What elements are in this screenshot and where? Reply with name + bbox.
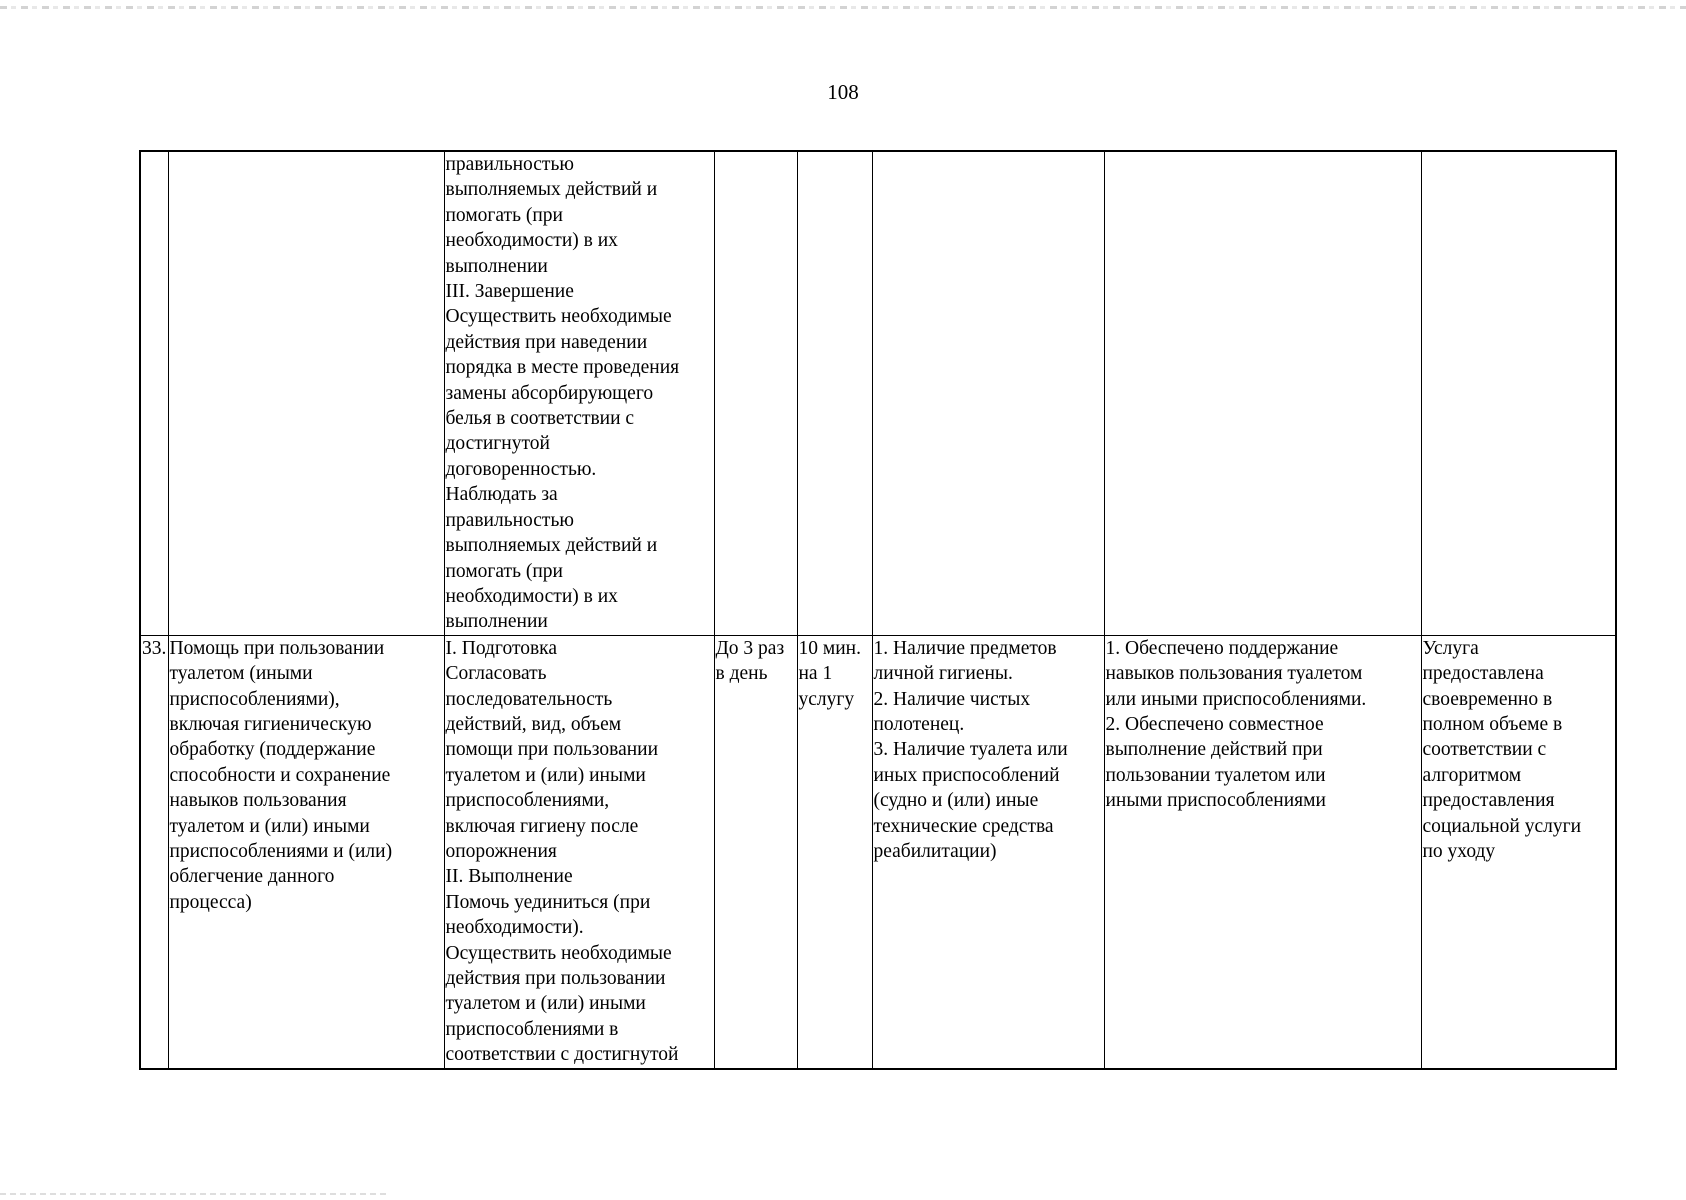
procedure-cell: I. Подготовка Согласовать последовательность действий, вид, объем помощи при пользовании туалетом и (или) иными приспособлениями, включая гигиену после опорожнения II. Выполнение Помочь уединиться (при необходимости). Осуществить необходимые действия при пользовании туалетом и (или) иными приспособлениями в соответствии с достигнутой: [444, 635, 714, 1068]
duration-cell: 10 мин. на 1 услугу: [797, 635, 872, 1068]
result-cell: [1104, 151, 1421, 635]
frequency-cell: [714, 151, 797, 635]
row-number-cell: 33.: [140, 635, 168, 1068]
table-row: [140, 635, 1616, 1068]
frequency-cell: До 3 раз в день: [714, 635, 797, 1068]
result-cell: 1. Обеспечено поддержание навыков пользования туалетом или иными приспособлениями. 2. Обеспечено совместное выполнение действий при пользовании туалетом или иными приспособлениями: [1104, 635, 1421, 1068]
scan-edge-bottom: [0, 1193, 390, 1195]
conditions-cell: 1. Наличие предметов личной гигиены. 2. Наличие чистых полотенец. 3. Наличие туалета или иных приспособлений (судно и (или) иные технические средства реабилитации): [872, 635, 1104, 1068]
table-row: [140, 151, 1616, 635]
page-number: 108: [827, 80, 859, 104]
services-table: [139, 150, 1617, 1070]
service-name-cell: [168, 151, 444, 635]
duration-cell: [797, 151, 872, 635]
service-name-cell: Помощь при пользовании туалетом (иными приспособлениями), включая гигиеническую обработку (поддержание способности и сохранение навыков пользования туалетом и (или) иными приспособлениями и (или) облегчение данного процесса): [168, 635, 444, 1068]
row-number-cell: [140, 151, 168, 635]
procedure-cell: правильностью выполняемых действий и помогать (при необходимости) в их выполнении III. Завершение Осуществить необходимые действия при наведении порядка в месте проведения замены абсорбирующего белья в соответствии с достигнутой договоренностью. Наблюдать за правильностью выполняемых действий и помогать (при необходимости) в их выполнении: [444, 151, 714, 635]
scan-edge-top: [0, 6, 1686, 9]
quality-cell: [1421, 151, 1616, 635]
conditions-cell: [872, 151, 1104, 635]
quality-cell: Услуга предоставлена своевременно в полном объеме в соответствии с алгоритмом предоставления социальной услуги по уходу: [1421, 635, 1616, 1068]
